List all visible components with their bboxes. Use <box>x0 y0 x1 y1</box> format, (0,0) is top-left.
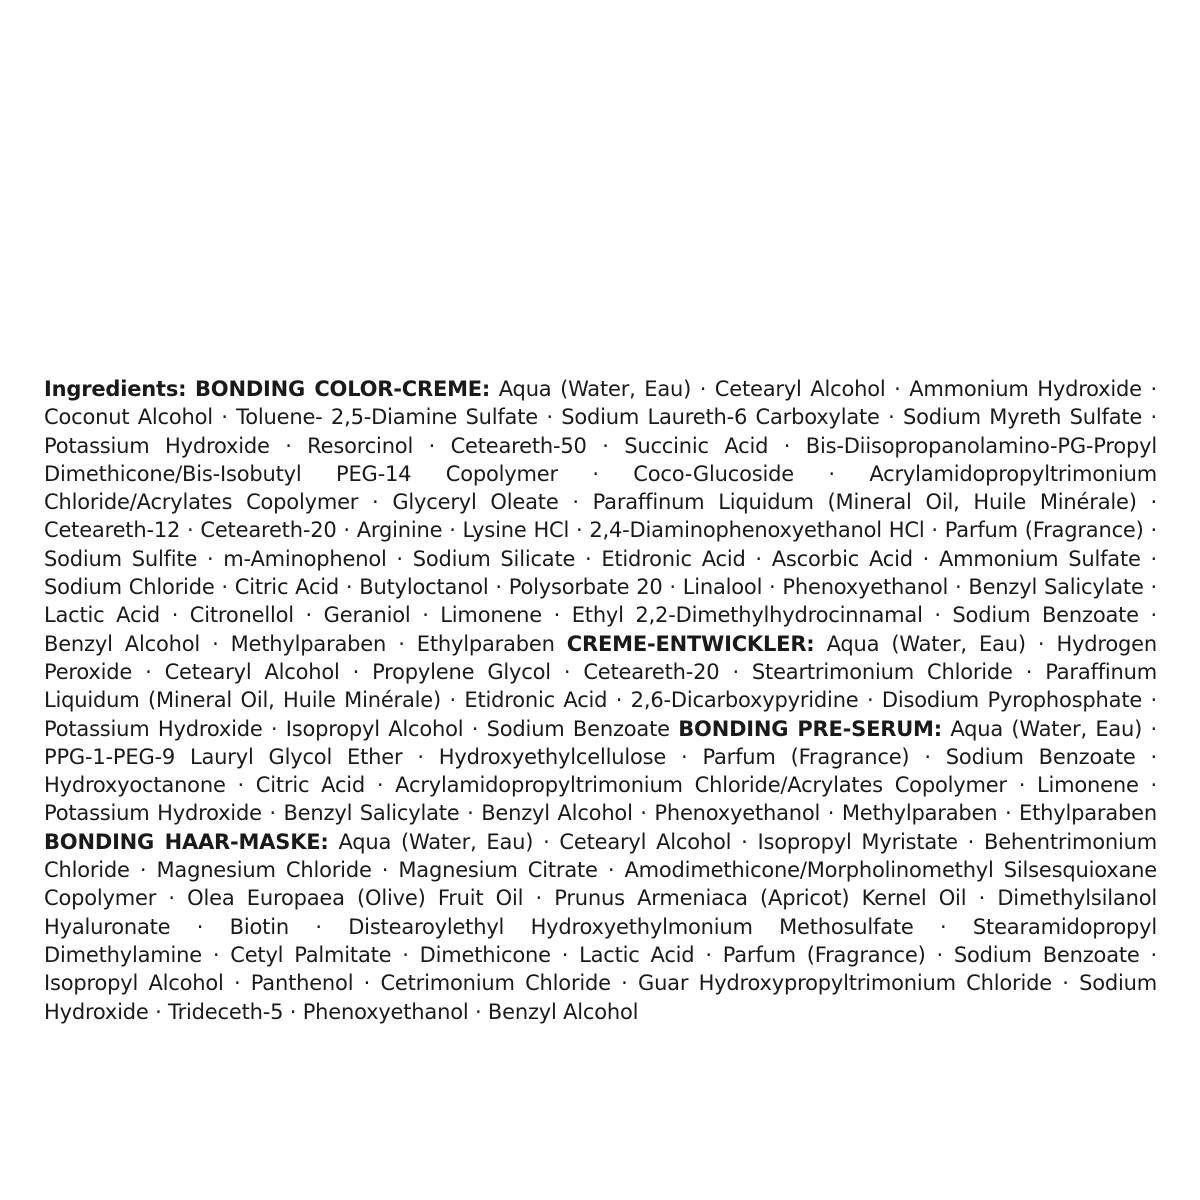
section-title-creme-entwickler: CREME-ENTWICKLER: <box>566 631 815 656</box>
section-text-bonding-haar-maske: Aqua (Water, Eau) · Cetearyl Alcohol · Isopropyl Myristate · Behentrimonium Chloride · Magnesium Chloride · Magnesium Citrate · Amodimethicone/Morpholinomethyl Silsesquioxane Copolymer · Olea Europaea (Olive) Fruit Oil · Prunus Armeniaca (Apricot) Kernel Oil · Dimethylsilanol Hyaluronate · Biotin · Distearoylethyl Hydroxyethylmonium Methosulfate · Stearamidopropyl Dimethylamine · Cetyl Palmitate · Dimethicone · Lactic Acid · Parfum (Fragrance) · Sodium Benzoate · Isopropyl Alcohol · Panthenol · Cetrimonium Chloride · Guar Hydroxypropyltrimonium Chloride · Sodium Hydroxide · Trideceth-5 · Phenoxyethanol · Benzyl Alcohol <box>44 829 1157 1024</box>
section-title-bonding-color-creme: BONDING COLOR-CREME: <box>194 377 491 401</box>
section-text-creme-entwickler: Aqua (Water, Eau) · Hydrogen Peroxide · Cetearyl Alcohol · Propylene Glycol · Ceteareth-20 · Steartrimonium Chloride · Paraffinum Liquidum (Mineral Oil, Huile Minérale) · Etidronic Acid · 2,6-Dicarboxypyridine · Disodium Pyrophosphate · Potassium Hydroxide · Isopropyl Alcohol · Sodium Benzoate <box>44 631 1157 741</box>
ingredients-label: Ingredients: <box>44 377 187 401</box>
section-text-bonding-color-creme: Aqua (Water, Eau) · Cetearyl Alcohol · Ammonium Hydroxide · Coconut Alcohol · Toluene- 2,5-Diamine Sulfate · Sodium Laureth-6 Carboxylate · Sodium Myreth Sulfate · Potassium Hydroxide · Resorcinol · Ceteareth-50 · Succinic Acid · Bis-Diisopropanolamino-PG-Propyl Dimethicone/Bis-Isobutyl PEG-14 Copolymer · Coco-Glucoside · Acrylamidopropyltrimonium Chloride/Acrylates Copolymer · Glyceryl Oleate · Paraffinum Liquidum (Mineral Oil, Huile Minérale) · Ceteareth-12 · Ceteareth-20 · Arginine · Lysine HCl · 2,4-Diaminophenoxyethanol HCl · Parfum (Fragrance) · Sodium Sulfite · m-Aminophenol · Sodium Silicate · Etidronic Acid · Ascorbic Acid · Ammonium Sulfate · Sodium Chloride · Citric Acid · Butyloctanol · Polysorbate 20 · Linalool · Phenoxyethanol · Benzyl Salicylate · Lactic Acid · Citronellol · Geraniol · Limonene · Ethyl 2,2-Dimethylhydrocinnamal · Sodium Benzoate · Benzyl Alcohol · Methylparaben · Ethylparaben <box>44 377 1157 656</box>
section-title-bonding-pre-serum: BONDING PRE-SERUM: <box>678 716 942 741</box>
ingredients-list <box>44 375 1157 1026</box>
section-text-bonding-pre-serum: Aqua (Water, Eau) · PPG-1-PEG-9 Lauryl Glycol Ether · Hydroxyethylcellulose · Parfum (Fragrance) · Sodium Benzoate · Hydroxyoctanone · Citric Acid · Acrylamidopropyltrimonium Chloride/Acrylates Copolymer · Limonene · Potassium Hydroxide · Benzyl Salicylate · Benzyl Alcohol · Phenoxyethanol · Methylparaben · Ethylparaben <box>44 716 1157 826</box>
section-title-bonding-haar-maske: BONDING HAAR-MASKE: <box>44 829 329 854</box>
